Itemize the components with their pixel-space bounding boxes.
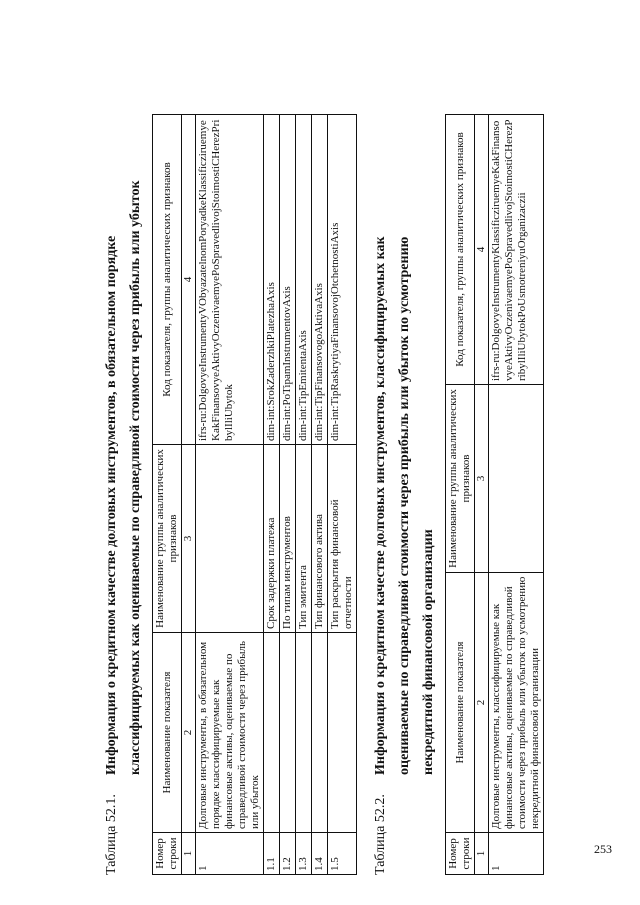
indicator-name [280,633,296,833]
row-number: 1.4 [312,833,328,875]
indicator-code: dim-int:TipFinansovogoAktivaAxis [312,115,328,445]
table-row [280,115,296,875]
rotated-page-content [100,30,620,875]
group-name: Тип финансового актива [312,445,328,633]
column-numbers-row [182,115,196,875]
column-number: 1 [182,833,196,875]
column-numbers-row [475,115,489,875]
table-row [264,115,280,875]
header-indicator-name: Наименование показателя [446,573,475,833]
header-group-name: Наименование группы аналитических признаков [153,445,182,633]
row-number: 1.5 [328,833,357,875]
indicator-code: ifrs-ru:DolgovyeInstrumentyKlassificziruemyeKakFinansovyeAktivyOczenivaemyePoSpravedlivojStoimostiCHerezPribylIliUbytokPoUsmotreniyuOrganizaczii [489,115,544,385]
indicator-name [312,633,328,833]
header-row-number: Номер строки [153,833,182,875]
column-number: 2 [182,633,196,833]
table1-heading [100,30,148,875]
table2-caption: Таблица 52.2. [373,794,388,875]
table1-caption: Таблица 52.1. [104,794,119,875]
table2-title-line: оцениваемые по справедливой стоимости через прибыль или убыток по усмотрению [397,236,412,775]
row-number: 1.2 [280,833,296,875]
indicator-name: Долговые инструменты, в обязательном порядке классифицируемые как финансовые активы, оцениваемые по справедливой стоимости через прибыль или убыток [196,633,264,833]
header-code: Код показателя, группы аналитических признаков [153,115,182,445]
indicator-name [264,633,280,833]
column-number: 4 [182,115,196,445]
group-name: Тип эмитента [296,445,312,633]
header-code: Код показателя, группы аналитических признаков [446,115,475,385]
table1-title-line: классифицируемых как оцениваемые по справедливой стоимости через прибыль или убыток [128,180,143,775]
row-number: 1 [489,833,544,875]
table-52-2 [445,114,544,875]
column-number: 4 [475,115,489,385]
row-number: 1.1 [264,833,280,875]
group-name: Тип раскрытия финансовой отчетности [328,445,357,633]
table-row [328,115,357,875]
table-52-1 [152,114,357,875]
table2-heading [369,30,441,875]
row-number: 1.3 [296,833,312,875]
indicator-code: dim-int:PoTipamInstrumentovAxis [280,115,296,445]
indicator-name: Долговые инструменты, классифицируемые как финансовые активы, оцениваемые по справедливой стоимости через прибыль или убыток по усмотрению некредитной финансовой организации [489,573,544,833]
table-row [296,115,312,875]
column-number: 2 [475,573,489,833]
group-name [196,445,264,633]
indicator-name [296,633,312,833]
indicator-code: dim-int:SrokZaderzhkiPlatezhaAxis [264,115,280,445]
table2-title-line: Информация о кредитном качестве долговых инструментов, классифицируемых как [373,236,388,775]
row-number: 1 [196,833,264,875]
column-number: 1 [475,833,489,875]
table-row [489,115,544,875]
column-number: 3 [182,445,196,633]
group-name [489,385,544,573]
indicator-code: ifrs-ru:DolgovyeInstrumentyVObyazatelnomPoryadkeKlassificziruemyeKakFinansovyeAktivyOczenivaemyePoSpravedlivojStoimostiCHerezPribylIliUbytok [196,115,264,445]
indicator-code: dim-int:TipEmitentaAxis [296,115,312,445]
table1-title-line: Информация о кредитном качестве долговых инструментов, в обязательном порядке [104,235,119,775]
header-group-name: Наименование группы аналитических признаков [446,385,475,573]
page-number: 253 [594,842,612,856]
table-row [312,115,328,875]
table2-title-line: некредитной финансовой организации [421,529,436,775]
header-row-number: Номер строки [446,833,475,875]
indicator-name [328,633,357,833]
header-indicator-name: Наименование показателя [153,633,182,833]
indicator-code: dim-int:TipRaskrytiyaFinansovojOtchetnostiAxis [328,115,357,445]
column-number: 3 [475,385,489,573]
table-row [196,115,264,875]
group-name: Срок задержки платежа [264,445,280,633]
group-name: По типам инструментов [280,445,296,633]
